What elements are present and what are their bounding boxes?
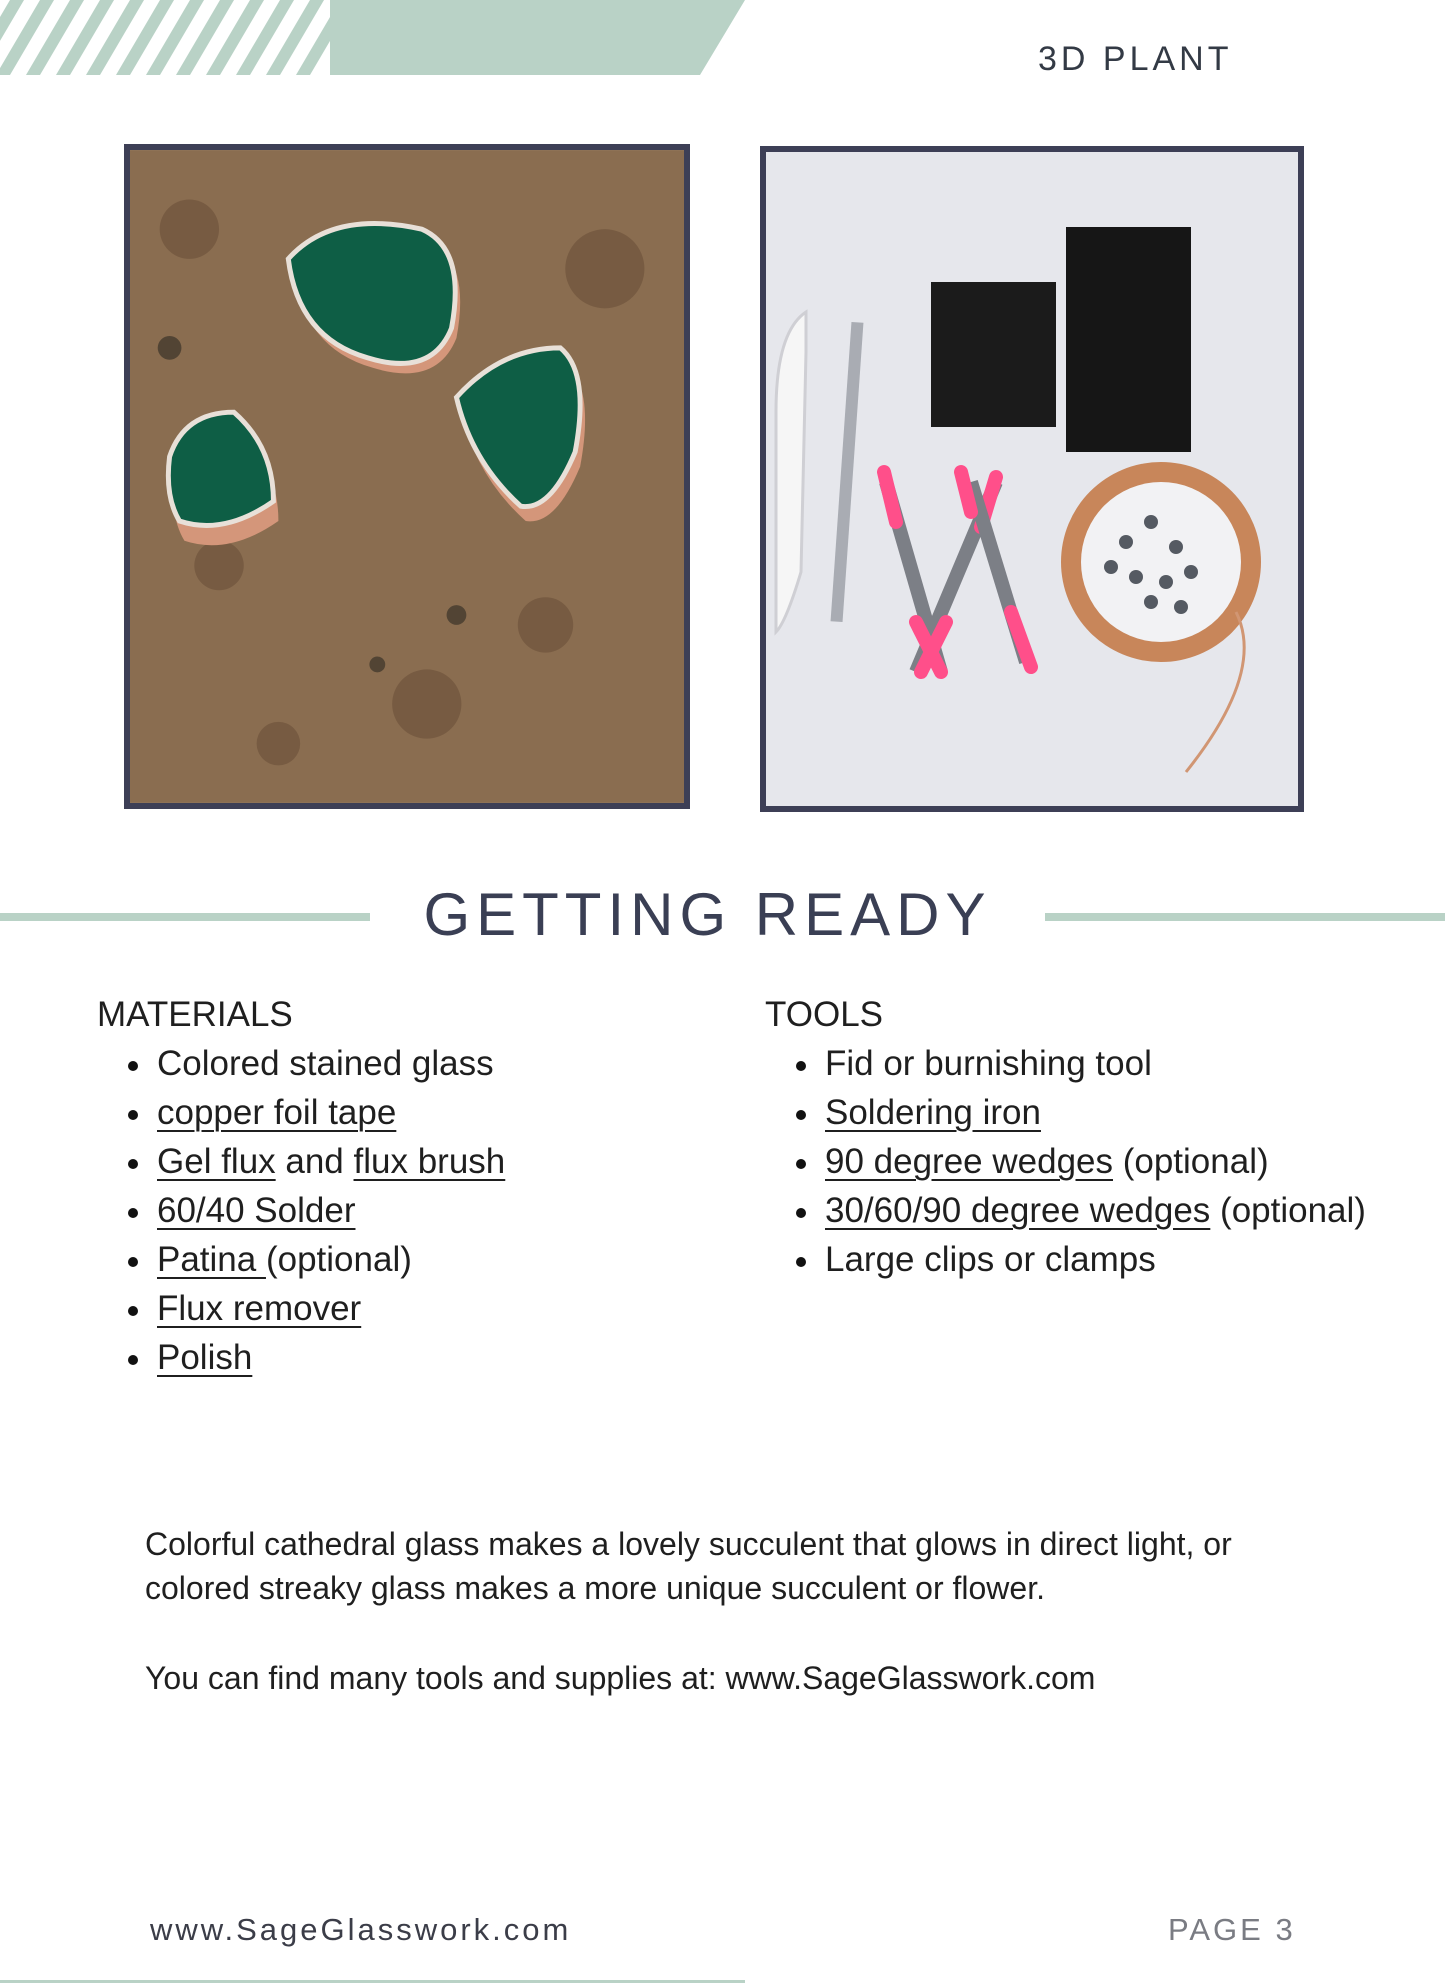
list-item: Fid or burnishing tool	[825, 1039, 1405, 1088]
list-item: 30/60/90 degree wedges (optional)	[825, 1186, 1405, 1235]
materials-title: MATERIALS	[97, 995, 293, 1034]
heading-rule-right	[1045, 913, 1445, 921]
materials-list	[97, 1039, 737, 1382]
list-item: Gel flux and flux brush	[157, 1137, 737, 1186]
flux-brush-link[interactable]: flux brush	[353, 1142, 506, 1181]
list-item: Colored stained glass	[157, 1039, 737, 1088]
patina-link[interactable]: Patina	[157, 1240, 266, 1279]
section-heading: GETTING READY	[423, 881, 992, 948]
tools-list	[765, 1039, 1405, 1284]
flux-remover-link[interactable]: Flux remover	[157, 1289, 362, 1328]
description-paragraph: Colorful cathedral glass makes a lovely succulent that glows in direct light, or colored streaky glass makes a more unique succulent or flower.	[145, 1526, 1232, 1606]
list-item: 90 degree wedges (optional)	[825, 1137, 1405, 1186]
list-item: Large clips or clamps	[825, 1235, 1405, 1284]
polish-link[interactable]: Polish	[157, 1338, 253, 1377]
list-item	[157, 1333, 737, 1382]
glass-pieces-illustration	[130, 150, 684, 803]
tools-photo	[760, 146, 1304, 812]
list-item	[157, 1088, 737, 1137]
heading-rule-left	[0, 913, 370, 921]
tools-column	[765, 990, 1405, 1284]
list-item: Patina (optional)	[157, 1235, 737, 1284]
copper-foil-tape-link[interactable]: copper foil tape	[157, 1093, 397, 1132]
tools-title: TOOLS	[765, 995, 884, 1034]
supplies-paragraph: You can find many tools and supplies at: www.SageGlasswork.com	[145, 1660, 1096, 1696]
glass-pieces-photo	[124, 144, 690, 809]
90-degree-wedges-link[interactable]: 90 degree wedges	[825, 1142, 1113, 1181]
page-number: PAGE 3	[1168, 1912, 1296, 1947]
tools-illustration	[766, 152, 1298, 806]
solder-link[interactable]: 60/40 Solder	[157, 1191, 356, 1230]
bottom-stripe	[0, 1978, 745, 1988]
gel-flux-link[interactable]: Gel flux	[157, 1142, 276, 1181]
soldering-iron-link[interactable]: Soldering iron	[825, 1093, 1041, 1132]
document-title: 3D PLANT	[1038, 40, 1233, 78]
30-60-90-wedges-link[interactable]: 30/60/90 degree wedges	[825, 1191, 1211, 1230]
list-item	[157, 1186, 737, 1235]
list-item	[825, 1088, 1405, 1137]
footer-website: www.SageGlasswork.com	[150, 1912, 572, 1947]
materials-column	[97, 990, 737, 1382]
list-item	[157, 1284, 737, 1333]
top-banner-stripes	[0, 0, 745, 75]
